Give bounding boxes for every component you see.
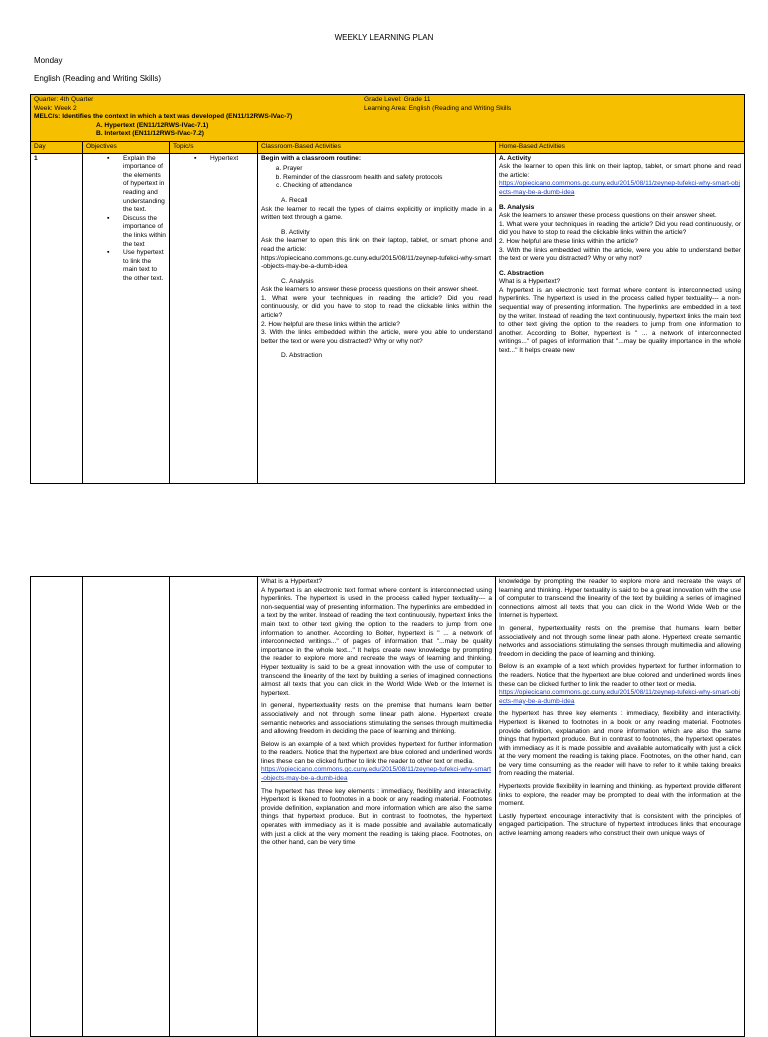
question-1: 1. What were your techniques in reading the article? Did you read continuously, or did you have to stop to read the clickable links within the article? [261,294,492,320]
example-link[interactable]: https://opiecicano.commons.gc.cuny.edu/2015/08/11/zeynep-tufekci-why-smart-objects-may-be-a-dumb-idea [261,766,491,783]
learning-plan-table-page2 [30,576,745,1037]
objectives-cell [83,153,170,483]
analysis-title: C. Analysis [281,277,314,285]
home-question-3: 3. With the links embedded within the article, were you able to understand better the text or were you distracted? Why or why not? [499,246,742,263]
melc-label: MELC/s: Identifies the context in which a text was developed (EN11/12RWS-IVac-7) [34,113,293,121]
topic-item: ▪ Hypertext [204,155,254,164]
recall-text: Ask the learner to recall the types of claims explicitly or implicitly made in a written text through a game. [261,205,492,222]
question-2: 2. How helpful are these links within the article? [261,320,400,328]
routine-item: b. Reminder of the classroom health and safety protocols [283,174,492,183]
recall-title: A. Recall [281,196,308,204]
analysis-text: Ask the learners to answer these process questions on their answer sheet. [261,286,479,294]
header-classroom: Classroom-Based Activities [258,141,496,153]
day-cell-empty [31,577,83,1037]
home-abstraction-title: C. Abstraction [499,269,544,277]
home-key-elements-paragraph: the hypertext has three key elements : immediacy, flexibility and interactivity. Hypertext is likened to footnotes in a book or any reading material. Footnotes provide definition, explanation and more information which are also the same things that hypertext produce. But in contrast to footnotes, the hypertext operates with immediacy as it is made possible and available automatically with just a click at the very moment the reading is taking place. Footnotes, on the other hand, can be very time consuming as the reader will have to refer to it while taking breaks from reading the material. [499,710,741,778]
objectives-cell-empty [83,577,170,1037]
learning-area-label: Learning Area: English (Reading and Writing Skills [364,104,512,112]
objective-item: ▪ Discuss the importance of the links within the text [117,215,166,249]
activity-text: Ask the learner to open this link on their laptop, tablet, or smart phone and read the article: [261,237,492,253]
home-activities-cell [496,153,745,483]
routine-item: c. Checking of attendance [283,182,492,191]
hypertextuality-paragraph: In general, hypertextuality rests on the premise that humans learn better associatively and not through some linear path alone. Hypertext create semantic networks and associations stimulating the senses through multimedia and allowing freedom in deciding the pace of learning and thinking. [261,702,492,736]
home-analysis-text: Ask the learners to answer these process questions on their answer sheet. [499,212,717,220]
subject-line: English (Reading and Writing Skills) [34,74,162,83]
document-title: WEEKLY LEARNING PLAN [334,33,434,42]
plan-info-row [31,95,745,142]
objective-item: ▪ Explain the importance of the elements of hypertext in reading and understanding the text. [117,155,166,215]
activity-link-text: https://opiecicano.commons.gc.cuny.edu/2015/08/11/zeynep-tufekci-why-smart-objects-may-be-a-dumb-idea [261,254,491,271]
home-interactivity-paragraph: Lastly hypertext encourage interactivity that is consistent with the principles of engaged participation. The structure of hypertext introduces links that encourage active learning among readers who construct their own unique ways of [499,812,741,838]
home-example-paragraph: Below is an example of a text which provides hypertext for further information to the readers. Notice that the hypertext are blue colored and underlined words lines these can be clicked further to link the reader to other text or media. [499,663,741,688]
header-day: Day [31,141,83,153]
routine-item: a. Prayer [283,165,492,174]
topics-cell-empty [170,577,258,1037]
home-example-link[interactable]: https://opiecicano.commons.gc.cuny.edu/2015/08/11/zeynep-tufekci-why-smart-objects-may-be-a-dumb-idea [499,689,740,705]
home-question-1: 1. What were your techniques in reading the article? Did you read continuously, or did you have to stop to read the clickable links within the article? [499,220,742,237]
grade-level-label: Grade Level: Grade 11 [364,96,431,103]
home-hypertextuality-paragraph: In general, hypertextuality rests on the premise that humans learn better associatively and not through some linear path alone. Hypertext create semantic networks and associations stimulating the senses through multimedia and allowing freedom in deciding the pace of learning and thinking. [499,624,741,658]
classroom-continued-cell [258,577,496,1037]
day-name: Monday [34,56,63,65]
header-home: Home-Based Activities [496,141,745,153]
question-3: 3. With the links embedded within the article, were you able to understand better the text or were you distracted? Why or why not? [261,329,492,345]
quarter-label: Quarter: 4th Quarter [34,96,94,103]
learning-plan-table-page1 [30,94,745,484]
home-flexibility-paragraph: Hypertexts provide flexibility in learning and thinking. as hypertext provide different links to explore, the reader may be prompted to deal with the information at the moment. [499,783,741,808]
hypertext-question: What is a Hypertext? [261,578,323,585]
example-paragraph: Below is an example of a text which provides hypertext for further information to the readers. Notice that the hypertext are blue colored and underlined words lines these can be clicked further to link the reader to other text or media. [261,740,492,765]
header-objectives: Objectives [83,141,170,153]
hypertext-paragraph: A hypertext is an electronic text format where content is interconnected using hyperlinks. The hypertext is used in the process called hyper textuality--- a non-sequential way of presenting information. The hyperlinks are embedded in a text by the writer. Instead of reading the text continuously, hypertext links the main text to other text giving the option to the readers to jump from one information to another. According to Bolter, hypertext is " ... a network of interconnected writings..." of pages of information that "...may be quality importance in the whole text..." It helps create new knowledge by prompting the reader to explore more and recreate the ways of learning and thinking. Hyper textuality is said to be a great innovation with the use of computer to transcend the linearity of the text by building a series of imagined connections almost all texts that you can click in the World Wide Web or the Internet is hypertext. [261,586,492,697]
table-row [31,577,745,1037]
routine-intro: Begin with a classroom routine: [261,154,362,162]
home-question-2: 2. How helpful are these links within the article? [499,237,638,245]
day-number: 1 [31,153,83,483]
home-activity-text: Ask the learner to open this link on their laptop, tablet, or smart phone and read the article: [499,163,742,179]
key-elements-paragraph: The hypertext has three key elements : immediacy, flexibility and interactivity. Hypertext is likened to footnotes in a book or any reading material. Footnotes provide definition, explanation and more information which are also the same things that hypertext produce. But in contrast to footnotes, the hypertext operates with immediacy as it is made possible and available automatically with just a click at the very moment the reading is taking place. Footnotes, on the other hand, can be very time [261,787,492,847]
table-row [31,153,745,483]
home-activity-title: A. Activity [499,154,531,162]
melc-item-a: A. Hypertext (EN11/12RWS-IVac-7.1) [96,121,209,129]
activity-title: B. Activity [281,228,310,236]
home-analysis-title: B. Analysis [499,203,535,211]
home-knowledge-paragraph: knowledge by prompting the reader to explore more and recreate the ways of learning and thinking. Hyper textuality is said to be a great innovation with the use of computer to transcend the linearity of the text by building a series of imagined connections almost all texts that you can click in the World Wide Web or the Internet is hypertext. [499,578,741,620]
week-label: Week: Week 2 [34,104,77,112]
header-topics: Topic/s [170,141,258,153]
melc-item-b: B. Intertext (EN11/12RWS-IVac-7.2) [96,130,204,138]
abstraction-title: D. Abstraction [281,352,323,360]
home-activity-link[interactable]: https://opiecicano.commons.gc.cuny.edu/2015/08/11/zeynep-tufekci-why-smart-objects-may-be-a-dumb-idea [499,180,740,196]
topics-cell [170,153,258,483]
classroom-activities-cell [258,153,496,483]
home-continued-cell [496,577,745,1037]
table-header-row [31,141,745,153]
home-abstraction-question: What is a Hypertext? [499,278,561,286]
home-abstraction-text: A hypertext is an electronic text format where content is interconnected using hyperlinks. The hypertext is used in the process called hyper textuality--- a non-sequential way of presenting information. The hyperlinks are embedded in a text by the writer. Instead of reading the text continuously, hypertext links the main text to other text giving the option to the readers to jump from one information to another. According to Bolter, hypertext is " ... a network of interconnected writings..." of pages of information that "...may be quality importance in the whole text..." It helps create new [499,286,742,355]
objective-item: ▪ Use hypertext to link the main text to the other text. [117,249,166,283]
